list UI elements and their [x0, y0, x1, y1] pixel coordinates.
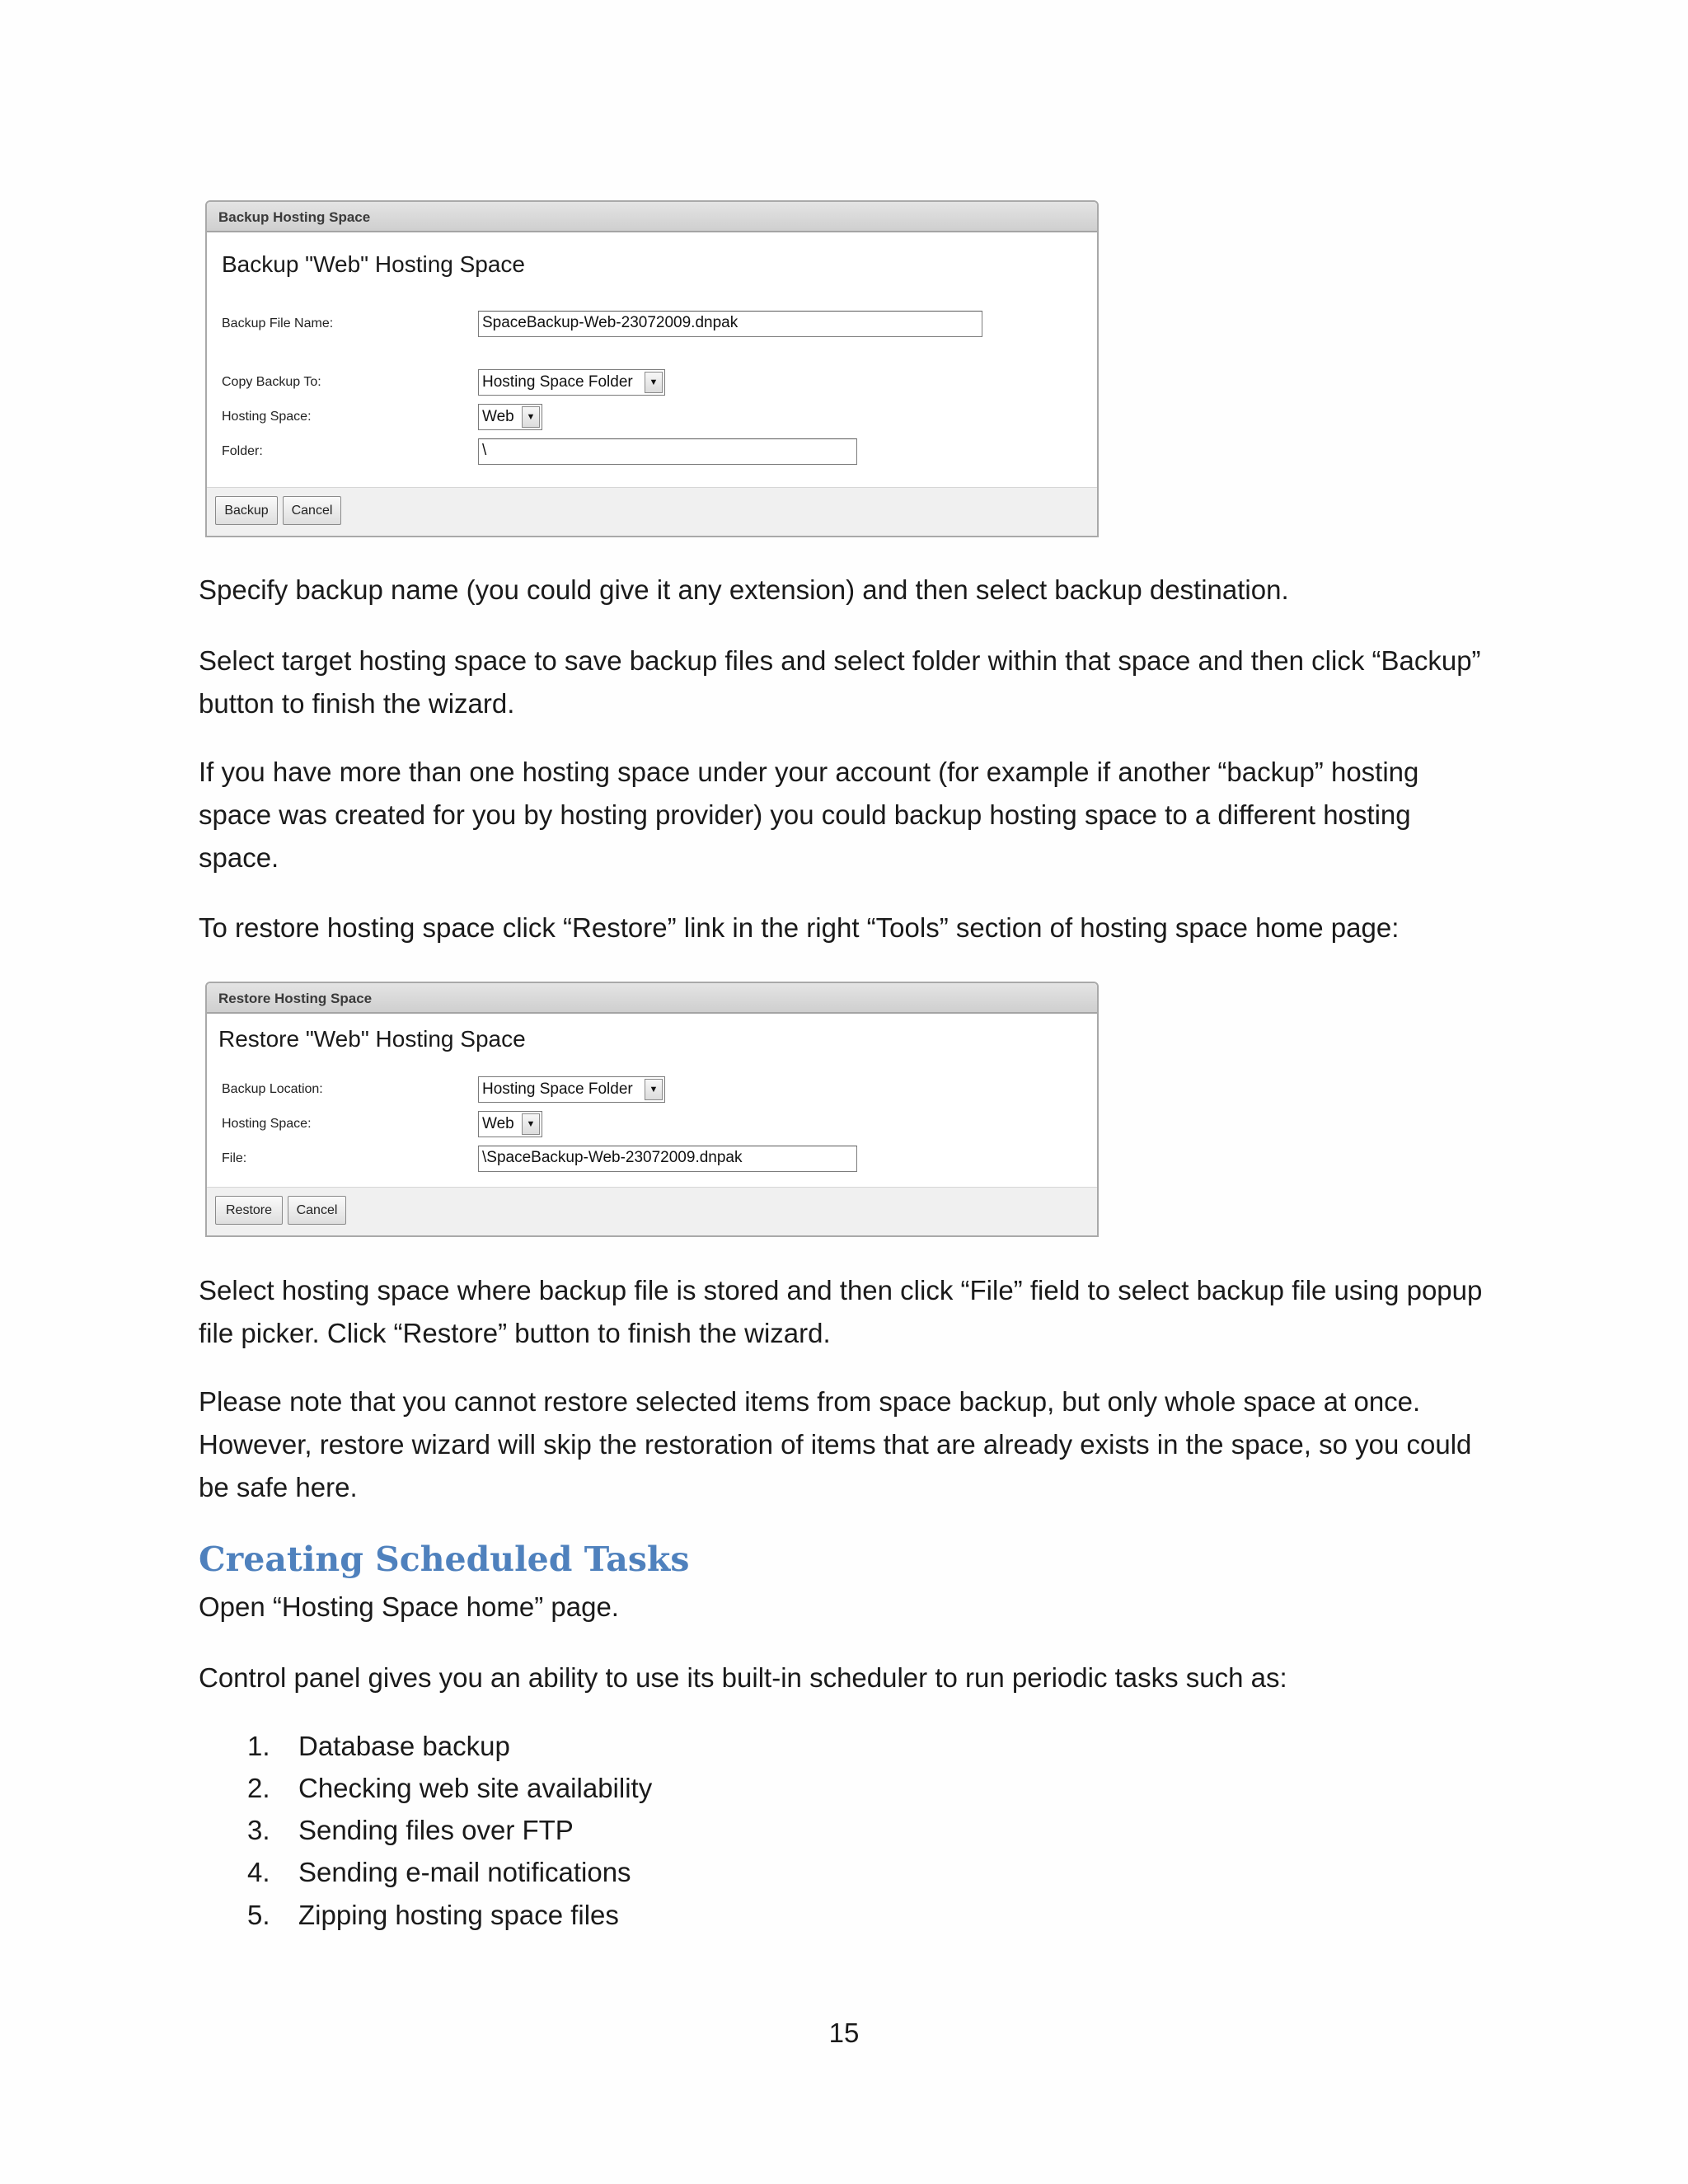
hosting-space-select[interactable]: [478, 404, 542, 430]
copy-backup-to-label: Copy Backup To:: [222, 375, 321, 389]
paragraph: Control panel gives you an ability to use its built-in scheduler to run periodic tasks such as:: [199, 1662, 1287, 1693]
backup-dialog-heading: Backup "Web" Hosting Space: [222, 251, 526, 277]
paragraph: Please note that you cannot restore selected items from space backup, but only whole space at once. However, restore wizard will skip the restoration of items that are already exists in the space, so you could be safe here.: [199, 1386, 1472, 1502]
paragraph: Select hosting space where backup file is stored and then click “File” field to select backup file using popup file picker. Click “Restore” button to finish the wizard.: [199, 1275, 1483, 1348]
hosting-space-value: Web: [482, 1115, 514, 1132]
paragraph: Select target hosting space to save backup files and select folder within that space and then click “Backup” button to finish the wizard.: [199, 645, 1481, 719]
chevron-down-icon[interactable]: ▼: [645, 1079, 663, 1100]
restore-button[interactable]: Restore: [215, 1196, 283, 1225]
list-item: [247, 1900, 619, 1931]
restore-dialog-heading: Restore "Web" Hosting Space: [218, 1026, 526, 1052]
cancel-button[interactable]: Cancel: [283, 496, 341, 525]
hosting-space-label: Hosting Space:: [222, 1117, 312, 1131]
cancel-button[interactable]: Cancel: [288, 1196, 346, 1225]
list-number: 3.: [247, 1815, 270, 1845]
backup-location-label: Backup Location:: [222, 1082, 323, 1096]
list-text: Checking web site availability: [298, 1773, 653, 1803]
section-heading: Creating Scheduled Tasks: [199, 1540, 690, 1579]
restore-dialog-titlebar: Restore Hosting Space: [207, 983, 1097, 1014]
backup-file-name-input[interactable]: SpaceBackup-Web-23072009.dnpak: [478, 311, 982, 337]
list-number: 1.: [247, 1731, 270, 1761]
list-text: Zipping hosting space files: [298, 1900, 619, 1930]
backup-button[interactable]: Backup: [215, 496, 278, 525]
folder-label: Folder:: [222, 444, 263, 458]
backup-location-value: Hosting Space Folder: [482, 1080, 633, 1098]
file-input[interactable]: \SpaceBackup-Web-23072009.dnpak: [478, 1146, 857, 1172]
paragraph: Open “Hosting Space home” page.: [199, 1591, 619, 1622]
chevron-down-icon[interactable]: ▼: [522, 406, 540, 428]
restore-dialog-footer: [207, 1187, 1097, 1235]
list-item: [247, 1815, 574, 1846]
list-item: [247, 1857, 631, 1888]
paragraph: If you have more than one hosting space under your account (for example if another “backup” hosting space was created for you by hosting provider) you could backup hosting space to a different hosting space.: [199, 757, 1419, 873]
chevron-down-icon[interactable]: ▼: [522, 1113, 540, 1135]
hosting-space-label: Hosting Space:: [222, 410, 312, 424]
list-text: Sending files over FTP: [298, 1815, 574, 1845]
hosting-space-value: Web: [482, 408, 514, 425]
backup-dialog-footer: [207, 487, 1097, 536]
paragraph: To restore hosting space click “Restore” link in the right “Tools” section of hosting space home page:: [199, 912, 1400, 943]
list-item: [247, 1731, 510, 1762]
backup-file-name-label: Backup File Name:: [222, 316, 334, 330]
list-number: 2.: [247, 1773, 270, 1803]
backup-location-select[interactable]: [478, 1076, 665, 1103]
backup-dialog-titlebar: Backup Hosting Space: [207, 202, 1097, 232]
list-item: [247, 1773, 652, 1804]
list-number: 5.: [247, 1900, 270, 1930]
paragraph: Specify backup name (you could give it any extension) and then select backup destination.: [199, 574, 1289, 605]
list-text: Database backup: [298, 1731, 510, 1761]
copy-backup-to-select[interactable]: [478, 369, 665, 396]
folder-input[interactable]: \: [478, 438, 857, 465]
file-label: File:: [222, 1151, 247, 1165]
copy-backup-to-value: Hosting Space Folder: [482, 373, 633, 391]
hosting-space-select[interactable]: [478, 1111, 542, 1137]
list-number: 4.: [247, 1857, 270, 1887]
page-number: 15: [828, 2018, 860, 2048]
list-text: Sending e-mail notifications: [298, 1857, 631, 1887]
backup-dialog: [205, 200, 1099, 537]
chevron-down-icon[interactable]: ▼: [645, 372, 663, 393]
restore-dialog: [205, 982, 1099, 1237]
